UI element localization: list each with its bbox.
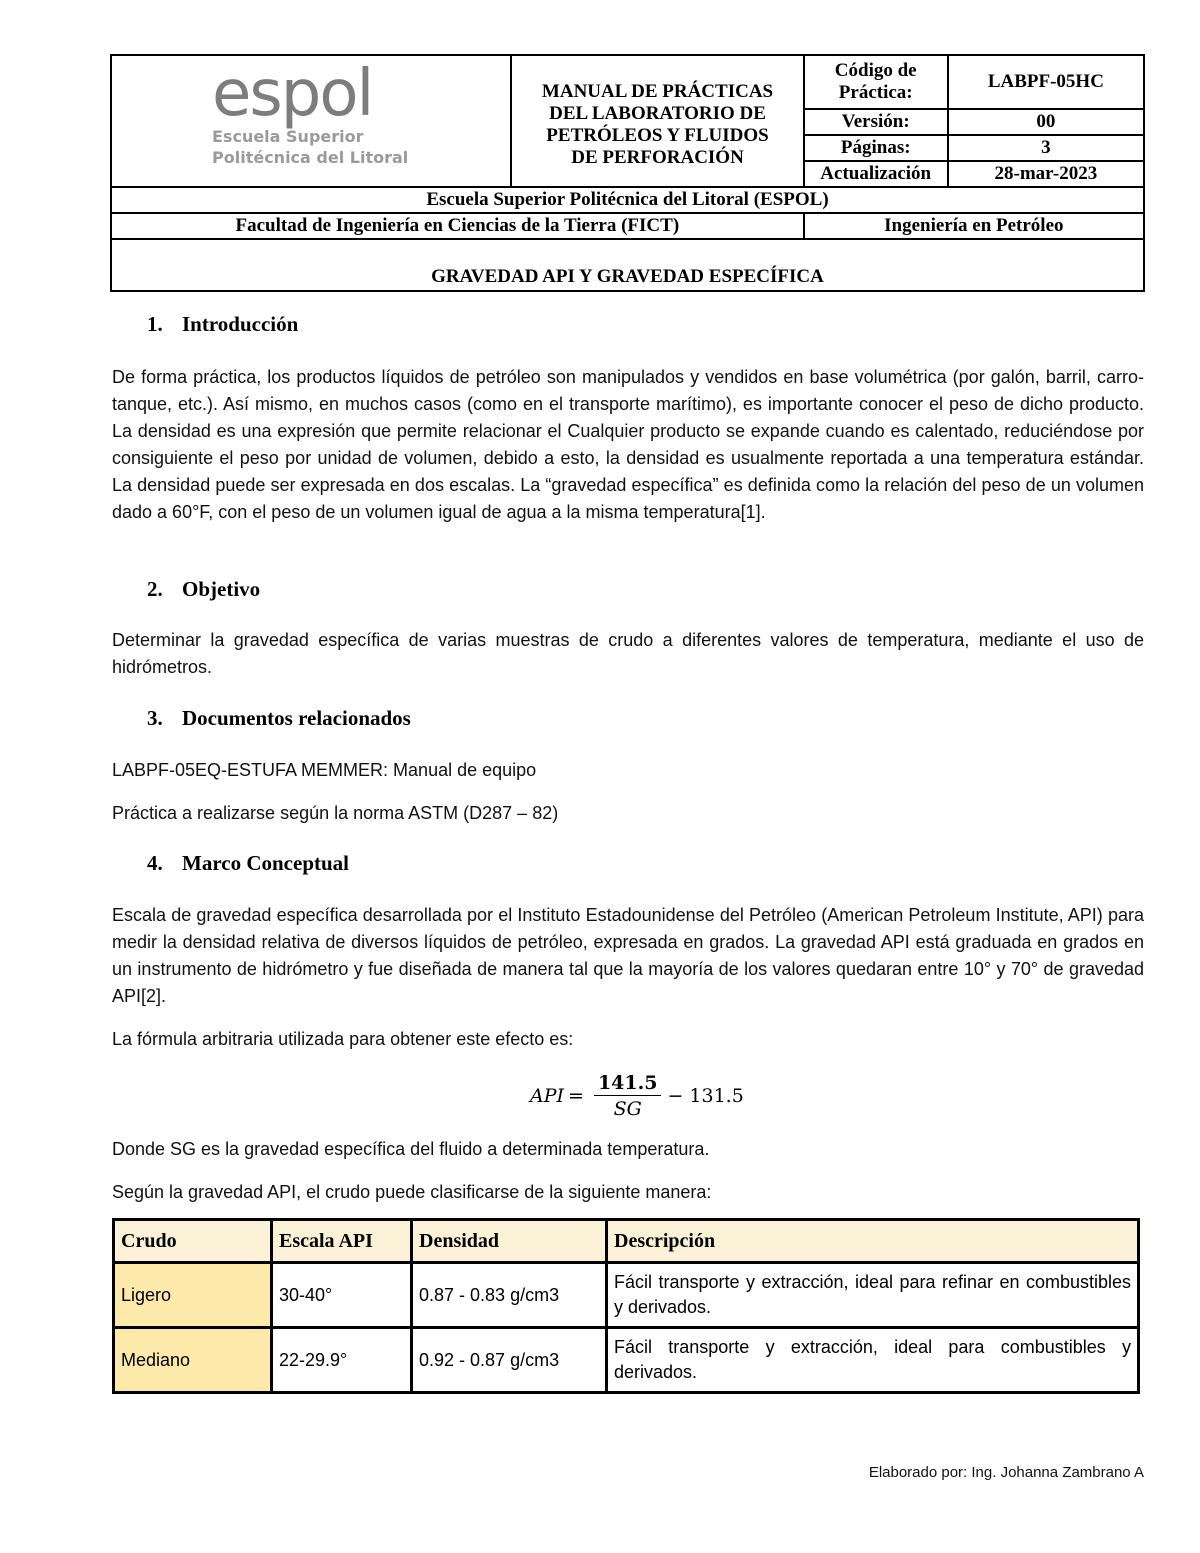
api-formula <box>530 1068 744 1124</box>
density-cell: 0.92 - 0.87 g/cm3 <box>412 1328 607 1393</box>
code-label: Código de Práctica: <box>804 55 948 109</box>
related-doc-1: LABPF-05EQ-ESTUFA MEMMER: Manual de equipo <box>112 760 537 780</box>
formula-lhs: API <box>530 1085 565 1107</box>
formula-where: Donde SG es la gravedad específica del fluido a determinada temperatura. <box>112 1139 710 1159</box>
manual-line-1: MANUAL DE PRÁCTICAS <box>541 81 774 102</box>
table-row <box>114 1328 1139 1393</box>
framework-paragraph: Escala de gravedad específica desarrollada por el Instituto Estadounidense del Petróleo (American Petroleum Institute, API) para medir la densidad relativa de diversos líquidos de petróleo, expresada en grados. La gravedad API está graduada en grados en un instrumento de hidrómetro y fue diseñada de manera tal que la mayoría de los valores quedaran entre 10° y 70° de gravedad API[2]. <box>112 905 1144 1006</box>
table-row <box>114 1263 1139 1328</box>
version-value: 00 <box>948 109 1144 135</box>
logo-wordmark: espol <box>212 57 373 131</box>
crude-type-cell: Ligero <box>114 1263 272 1328</box>
section-framework-heading <box>147 851 349 876</box>
manual-line-2: DEL LABORATORIO DE <box>549 103 766 124</box>
intro-paragraph: De forma práctica, los productos líquidos de petróleo son manipulados y vendidos en base volumétrica (por galón, barril, carro-tanque, etc.). Así mismo, en muchos casos (como en el transporte marítimo), es importante conocer el peso de dicho producto. La densidad es una expresión que permite relacionar el Cualquier producto se expande cuando es calentado, reduciéndose por consiguiente el peso por unidad de volumen, debido a esto, la densidad es usualmente reportada a una temperatura estándar. La densidad puede ser expresada en dos escalas. La “gravedad específica” es definida como la relación del peso de un volumen dado a 60°F, con el peso de un volumen igual de agua a la misma temperatura[1]. <box>112 367 1144 522</box>
objective-paragraph: Determinar la gravedad específica de varias muestras de crudo a diferentes valores de temperatura, mediante el uso de hidrómetros. <box>112 630 1144 677</box>
update-label: Actualización <box>804 161 948 187</box>
crude-type-cell: Mediano <box>114 1328 272 1393</box>
section-title: Introducción <box>182 312 299 336</box>
update-value: 28-mar-2023 <box>948 161 1144 187</box>
formula-intro: La fórmula arbitraria utilizada para obtener este efecto es: <box>112 1029 574 1049</box>
formula-denominator: SG <box>613 1097 642 1120</box>
crude-classification-table <box>112 1218 1140 1394</box>
logo-line-1: Escuela Superior <box>212 127 364 146</box>
document-title: GRAVEDAD API Y GRAVEDAD ESPECÍFICA <box>111 239 1144 291</box>
column-header: Descripción <box>607 1220 1139 1263</box>
column-header: Densidad <box>412 1220 607 1263</box>
section-title: Documentos relacionados <box>182 706 411 730</box>
classification-intro: Según la gravedad API, el crudo puede clasificarse de la siguiente manera: <box>112 1182 712 1202</box>
related-doc-2: Práctica a realizarse según la norma ASTM (D287 – 82) <box>112 803 559 823</box>
description-cell: Fácil transporte y extracción, ideal para refinar en combustibles y derivados. <box>607 1263 1139 1328</box>
section-number: 2. <box>147 577 163 601</box>
section-intro-heading <box>147 312 298 337</box>
manual-line-4: DE PERFORACIÓN <box>571 147 744 168</box>
density-cell: 0.87 - 0.83 g/cm3 <box>412 1263 607 1328</box>
manual-line-3: PETRÓLEOS Y FLUIDOS <box>546 125 769 146</box>
program-name: Ingeniería en Petróleo <box>804 213 1144 239</box>
formula-rest: − 131.5 <box>667 1085 744 1107</box>
section-title: Objetivo <box>182 577 261 601</box>
code-value: LABPF-05HC <box>948 55 1144 109</box>
version-label: Versión: <box>804 109 948 135</box>
section-number: 4. <box>147 851 163 875</box>
logo-line-2: Politécnica del Litoral <box>212 148 409 167</box>
manual-title-cell <box>511 55 803 187</box>
pages-value: 3 <box>948 135 1144 161</box>
formula-equals: = <box>568 1085 584 1107</box>
pages-label: Páginas: <box>804 135 948 161</box>
faculty-name: Facultad de Ingeniería en Ciencias de la Tierra (FICT) <box>111 213 804 239</box>
document-header <box>110 54 1145 292</box>
institution-name: Escuela Superior Politécnica del Litoral (ESPOL) <box>111 187 1144 213</box>
section-objective-heading <box>147 577 260 602</box>
section-number: 1. <box>147 312 163 336</box>
column-header: Crudo <box>114 1220 272 1263</box>
footer-author: Elaborado por: Ing. Johanna Zambrano A <box>868 1464 1144 1481</box>
section-docs-heading <box>147 706 411 731</box>
espol-logo <box>212 57 432 182</box>
column-header: Escala API <box>272 1220 412 1263</box>
description-cell: Fácil transporte y extracción, ideal para combustibles y derivados. <box>607 1328 1139 1393</box>
section-number: 3. <box>147 706 163 730</box>
formula-numerator: 141.5 <box>594 1071 662 1096</box>
api-scale-cell: 22-29.9° <box>272 1328 412 1393</box>
table-header-row <box>114 1220 1139 1263</box>
section-title: Marco Conceptual <box>182 851 350 875</box>
formula-fraction <box>594 1071 662 1122</box>
logo-cell <box>111 55 511 187</box>
api-scale-cell: 30-40° <box>272 1263 412 1328</box>
